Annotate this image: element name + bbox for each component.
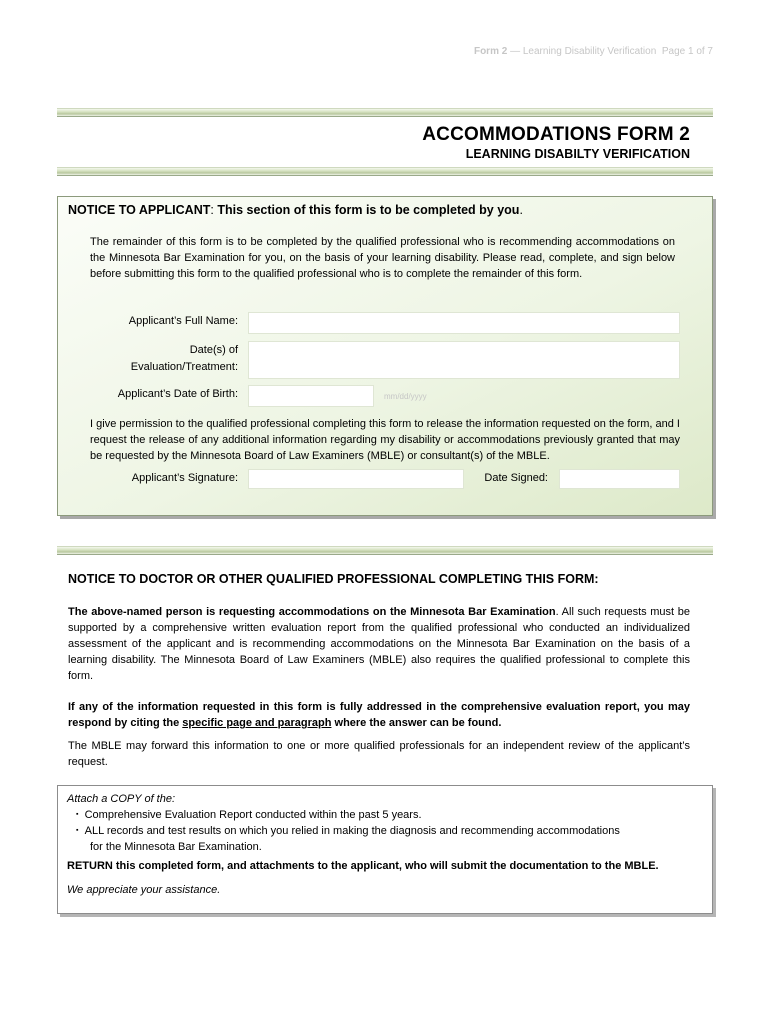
doctor-paragraph-2-b: where the answer can be found. [331,717,502,729]
doctor-paragraph-1-rest: . All such requests must be supported by a comprehensive written evaluation report from the qualified professional who conducted an individualized assessment of the applicant and is recommending accommodations on the Minnesota Bar Examination on the basis of a learning disability. The Minnesota Board of Law Examiners (MBLE) also requires the qualified professional to complete this form. [68,606,690,682]
evaluation-dates-field[interactable] [248,341,680,379]
form-title: ACCOMMODATIONS FORM 2 [422,124,690,145]
form-subtitle: LEARNING DISABILTY VERIFICATION [465,147,690,161]
specific-page-paragraph-text: specific page and paragraph [182,717,332,729]
permission-text: I give permission to the qualified professional completing this form to release the information requested on the form, and I request the release of any additional information regarding my disability or accommodations previously granted that may be requested by the Minnesota Board of Law Examiners (MBLE) or consultant(s) of the MBLE. [90,418,680,462]
evaluation-dates-label-line1: Date(s) of [189,344,238,356]
attach-box [57,785,713,914]
dob-field[interactable] [248,385,374,407]
doctor-paragraph-1 [68,604,690,684]
top-rule [57,108,713,117]
doctor-paragraph-2-a: If any of the information requested in this form is fully addressed in the comprehensive evaluation report, you may respond by citing the [68,701,690,729]
applicant-intro-text: The remainder of this form is to be completed by the qualified professional who is recommending accommodations on the Minnesota Bar Examination for you, on the basis of your learning disability. Please read, complete, and sign below before submitting this form to the qualified professional who is to complete the remainder of this form. [90,236,675,280]
page-header [0,46,713,57]
dob-format-hint: mm/dd/yyyy [384,392,427,401]
bullet-icon: ▪ [76,827,79,834]
header-form-number: Form 2 [473,46,508,57]
full-name-label: Applicant’s Full Name: [128,315,238,327]
date-signed-label: Date Signed: [484,472,548,484]
header-page-number: Page 1 of 7 [661,46,713,57]
title-bottom-rule [57,167,713,176]
attach-bullet-2-text: ALL records and test results on which you relied in making the diagnosis and recommending accommodations [84,825,620,837]
header-form-title: Learning Disability Verification [522,46,657,57]
doctor-paragraph-3: The MBLE may forward this information to one or more qualified professionals for an independent review of the applicant’s request. [68,740,690,768]
doctor-notice-heading: NOTICE TO DOCTOR OR OTHER QUALIFIED PROFESSIONAL COMPLETING THIS FORM: [68,572,599,586]
evaluation-dates-label-line2: Evaluation/Treatment: [130,361,238,373]
attach-intro: Attach a COPY of the: [67,793,176,805]
applicant-notice [68,203,698,217]
thanks-text: We appreciate your assistance. [67,884,221,896]
signature-field[interactable] [248,469,464,489]
dob-label: Applicant’s Date of Birth: [117,388,238,400]
bullet-icon: ▪ [76,811,79,818]
applicant-notice-period: . [519,203,523,217]
header-separator: — [507,46,523,57]
attach-bullet-2-cont: for the Minnesota Bar Examination. [90,841,262,853]
applicant-section [57,196,713,516]
return-instructions: RETURN this completed form, and attachments to the applicant, who will submit the documentation to the MBLE. [67,860,659,872]
doctor-paragraph-2 [68,699,690,731]
applicant-notice-label: NOTICE TO APPLICANT [68,203,211,217]
attach-bullet-1-text: Comprehensive Evaluation Report conducted within the past 5 years. [84,809,422,821]
evaluation-dates-label [68,342,238,376]
date-signed-field[interactable] [559,469,680,489]
doctor-paragraph-1-bold: The above-named person is requesting accommodations on the Minnesota Bar Examination [68,606,556,618]
signature-label: Applicant’s Signature: [131,472,238,484]
applicant-notice-text: This section of this form is to be completed by you [217,203,520,217]
full-name-field[interactable] [248,312,680,334]
section-divider-rule [57,546,713,555]
applicant-notice-colon: : [210,203,218,217]
